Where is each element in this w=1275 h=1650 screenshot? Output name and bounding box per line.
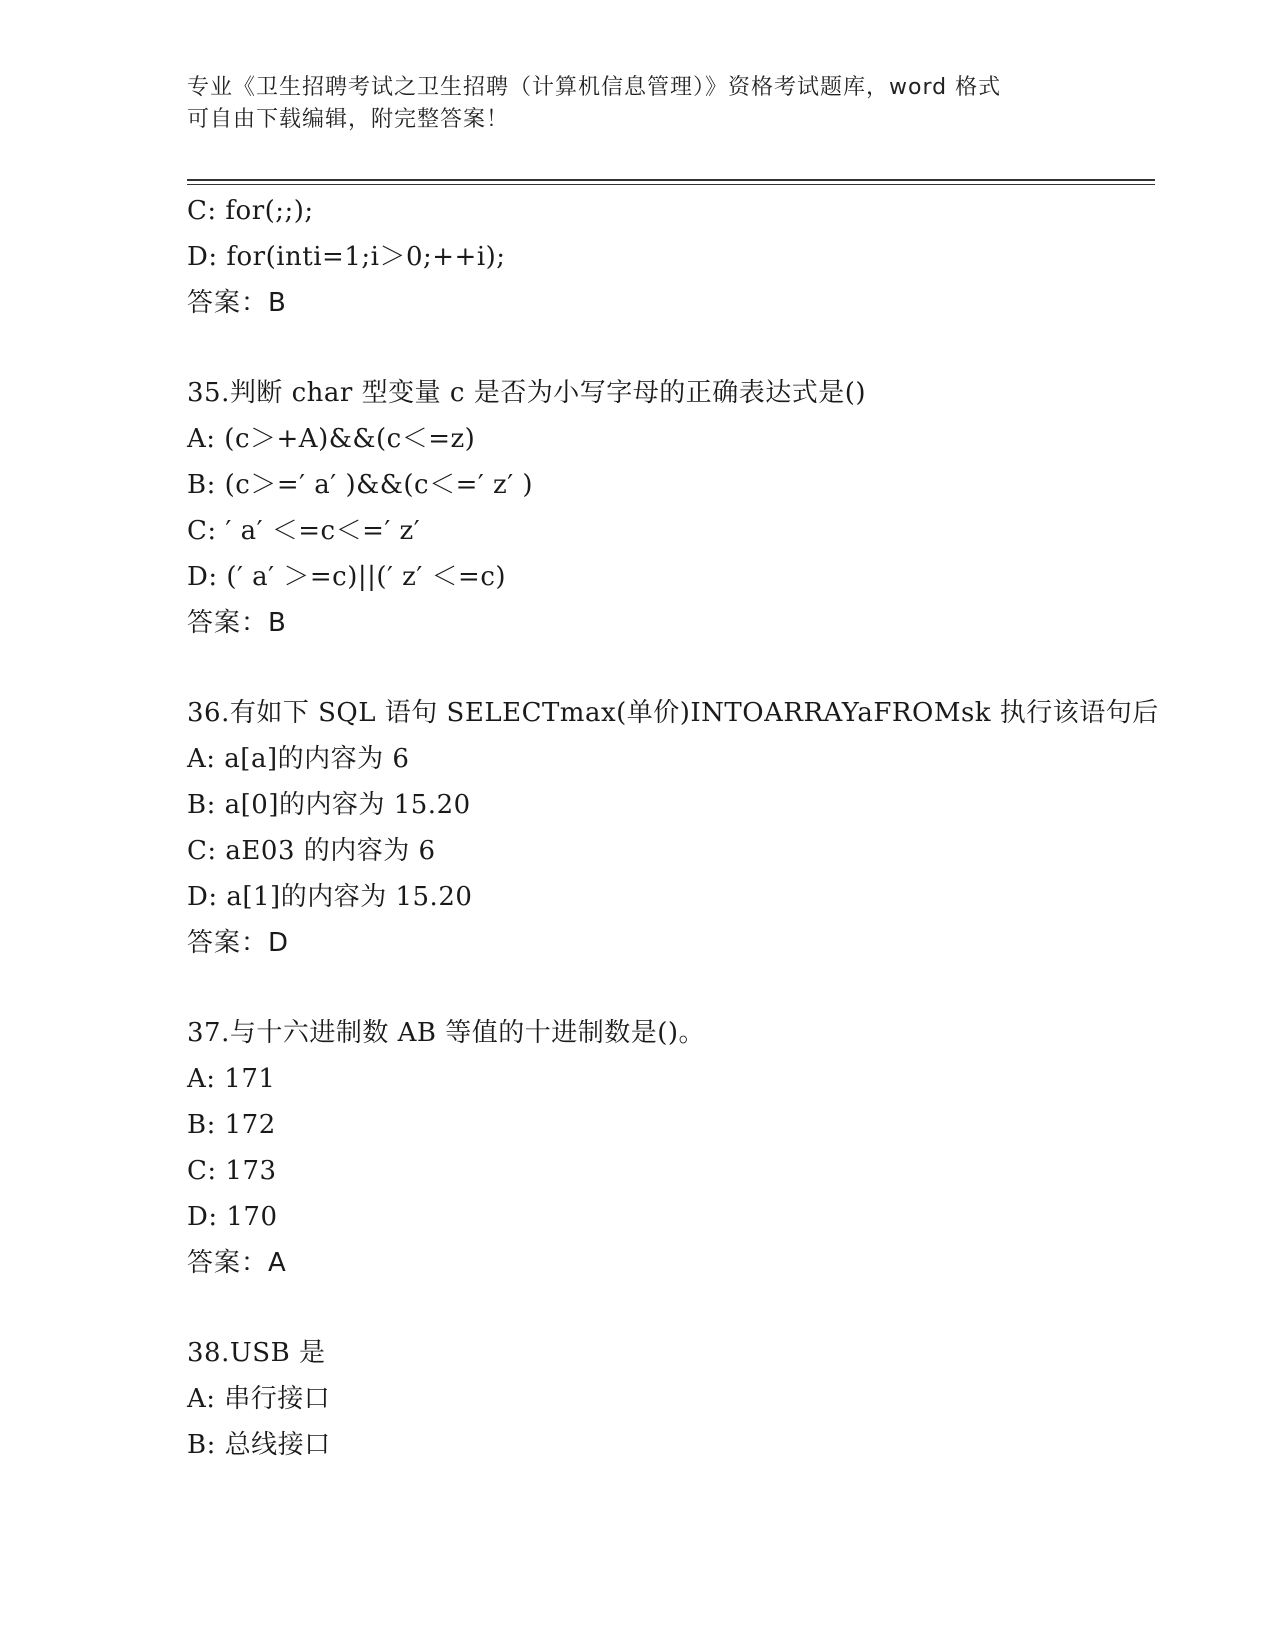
option-c: C: aE03 的内容为 6	[187, 836, 436, 866]
option-c: C: ′ a′ ＜=c＜=′ z′	[187, 516, 421, 546]
option-b: B: (c＞=′ a′ )&&(c＜=′ z′ )	[187, 470, 534, 500]
option-a: A: (c＞+A)&&(c＜=z)	[187, 424, 476, 454]
question-text: 35.判断 char 型变量 c 是否为小写字母的正确表达式是()	[187, 378, 866, 408]
option-a: A: a[a]的内容为 6	[187, 744, 410, 774]
option-d: D: (′ a′ ＞=c)||(′ z′ ＜=c)	[187, 562, 507, 592]
question-text: 36.有如下 SQL 语句 SELECTmax(单价)INTOARRAYaFROMsk 执行该语句后	[187, 698, 1159, 728]
answer-line: 答案：D	[187, 928, 290, 958]
header-line-2: 可自由下载编辑，附完整答案！	[187, 107, 510, 132]
header-line-1: 专业《卫生招聘考试之卫生招聘（计算机信息管理）》资格考试题库，word 格式	[187, 75, 1002, 100]
header-divider-thin	[187, 184, 1155, 185]
option-d: D: for(inti=1;i＞0;++i);	[187, 242, 506, 272]
question-block-34-continued	[187, 188, 1187, 326]
question-block-35	[187, 370, 1187, 646]
option-d: D: a[1]的内容为 15.20	[187, 882, 473, 912]
option-a: A: 串行接口	[187, 1384, 331, 1414]
option-d: D: 170	[187, 1202, 278, 1232]
question-block-37	[187, 1010, 1187, 1286]
option-c: C: for(;;);	[187, 196, 314, 226]
block-spacer	[187, 966, 1187, 1010]
question-text: 37.与十六进制数 AB 等值的十进制数是()。	[187, 1018, 706, 1048]
option-b: B: a[0]的内容为 15.20	[187, 790, 471, 820]
option-c: C: 173	[187, 1156, 277, 1186]
header-divider-thick	[187, 179, 1155, 181]
option-b: B: 总线接口	[187, 1430, 331, 1460]
block-spacer	[187, 1286, 1187, 1330]
option-b: B: 172	[187, 1110, 276, 1140]
answer-line: 答案：B	[187, 608, 287, 638]
block-spacer	[187, 646, 1187, 690]
block-spacer	[187, 326, 1187, 370]
question-list	[187, 188, 1187, 1468]
answer-line: 答案：A	[187, 1248, 287, 1278]
answer-line: 答案：B	[187, 288, 287, 318]
document-header	[187, 72, 1087, 136]
question-block-38	[187, 1330, 1187, 1468]
question-block-36	[187, 690, 1187, 966]
option-a: A: 171	[187, 1064, 276, 1094]
question-text: 38.USB 是	[187, 1338, 326, 1368]
